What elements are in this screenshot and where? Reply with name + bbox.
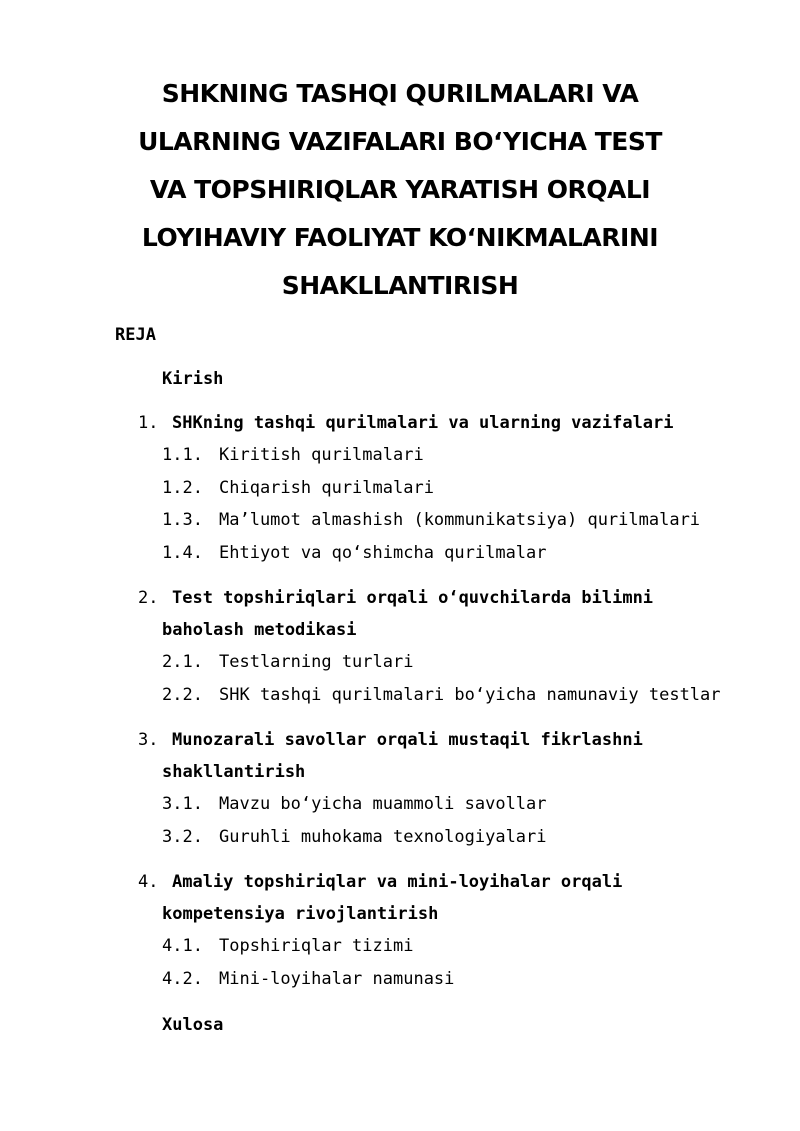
section-title [138,724,778,788]
plan-section-2 [138,582,778,711]
item-number: 1.4. [162,542,203,563]
title-line: ULARNING VAZIFALARI BO‘YICHA TEST [138,127,662,156]
item-number: 1.1. [162,445,203,465]
title-line: LOYIHAVIY FAOLIYAT KO‘NIKMALARINI [141,223,659,252]
section-title-text: Test topshiriqlari orqali o‘quvchilarda bilimni [172,588,654,608]
item-number: 3.1. [162,794,203,814]
section-number: 4. [138,872,159,892]
title-line: VA TOPSHIRIQLAR YARATISH ORQALI [149,175,651,204]
item-number: 4.2. [162,968,203,989]
plan-section-4 [138,866,778,995]
list-item [138,963,778,996]
list-item [138,679,778,712]
item-number: 2.1. [162,652,203,672]
item-number: 2.2. [162,684,203,705]
plan-conclusion: Xulosa [162,1015,224,1035]
item-text: Guruhli muhokama texnologiyalari [219,826,547,847]
item-text: Ehtiyot va qo‘shimcha qurilmalar [219,542,547,563]
title-line: SHAKLLANTIRISH [281,271,519,300]
item-number: 1.2. [162,477,203,498]
list-item [138,537,778,570]
list-item [138,646,778,679]
section-title-text: SHKning tashqi qurilmalari va ularning vazifalari [172,413,674,433]
title-line: SHKNING TASHQI QURILMALARI VA [161,79,639,108]
plan-section-1 [138,407,778,569]
section-title-continuation: baholash metodikasi [162,620,357,640]
item-text: Testlarning turlari [219,652,414,672]
section-title-continuation: shakllantirish [162,762,306,782]
item-text: Mavzu bo‘yicha muammoli savollar [219,794,547,814]
item-text: Chiqarish qurilmalari [219,477,434,498]
section-title [138,866,778,930]
plan-intro: Kirish [162,369,224,389]
section-title [138,582,778,646]
list-item [138,930,778,963]
item-number: 3.2. [162,826,203,847]
section-title [138,407,778,439]
section-number: 2. [138,588,159,608]
list-item [138,439,778,472]
item-text: SHK tashqi qurilmalari bo‘yicha namunaviy testlar [219,684,721,705]
list-item [138,504,778,537]
item-text: Ma’lumot almashish (kommunikatsiya) qurilmalari [219,510,701,530]
section-number: 1. [138,413,159,433]
item-number: 1.3. [162,510,203,530]
list-item [138,821,778,854]
section-number: 3. [138,730,159,750]
list-item [138,472,778,505]
item-number: 4.1. [162,936,203,956]
item-text: Kiritish qurilmalari [219,445,424,465]
section-title-text: Amaliy topshiriqlar va mini-loyihalar orqali [172,872,623,892]
section-title-continuation: kompetensiya rivojlantirish [162,904,439,924]
plan-section-3 [138,724,778,853]
section-title-text: Munozarali savollar orqali mustaqil fikrlashni [172,730,643,750]
item-text: Mini-loyihalar namunasi [219,968,455,989]
item-text: Topshiriqlar tizimi [219,936,414,956]
plan-heading: REJA [115,325,156,345]
list-item [138,788,778,821]
